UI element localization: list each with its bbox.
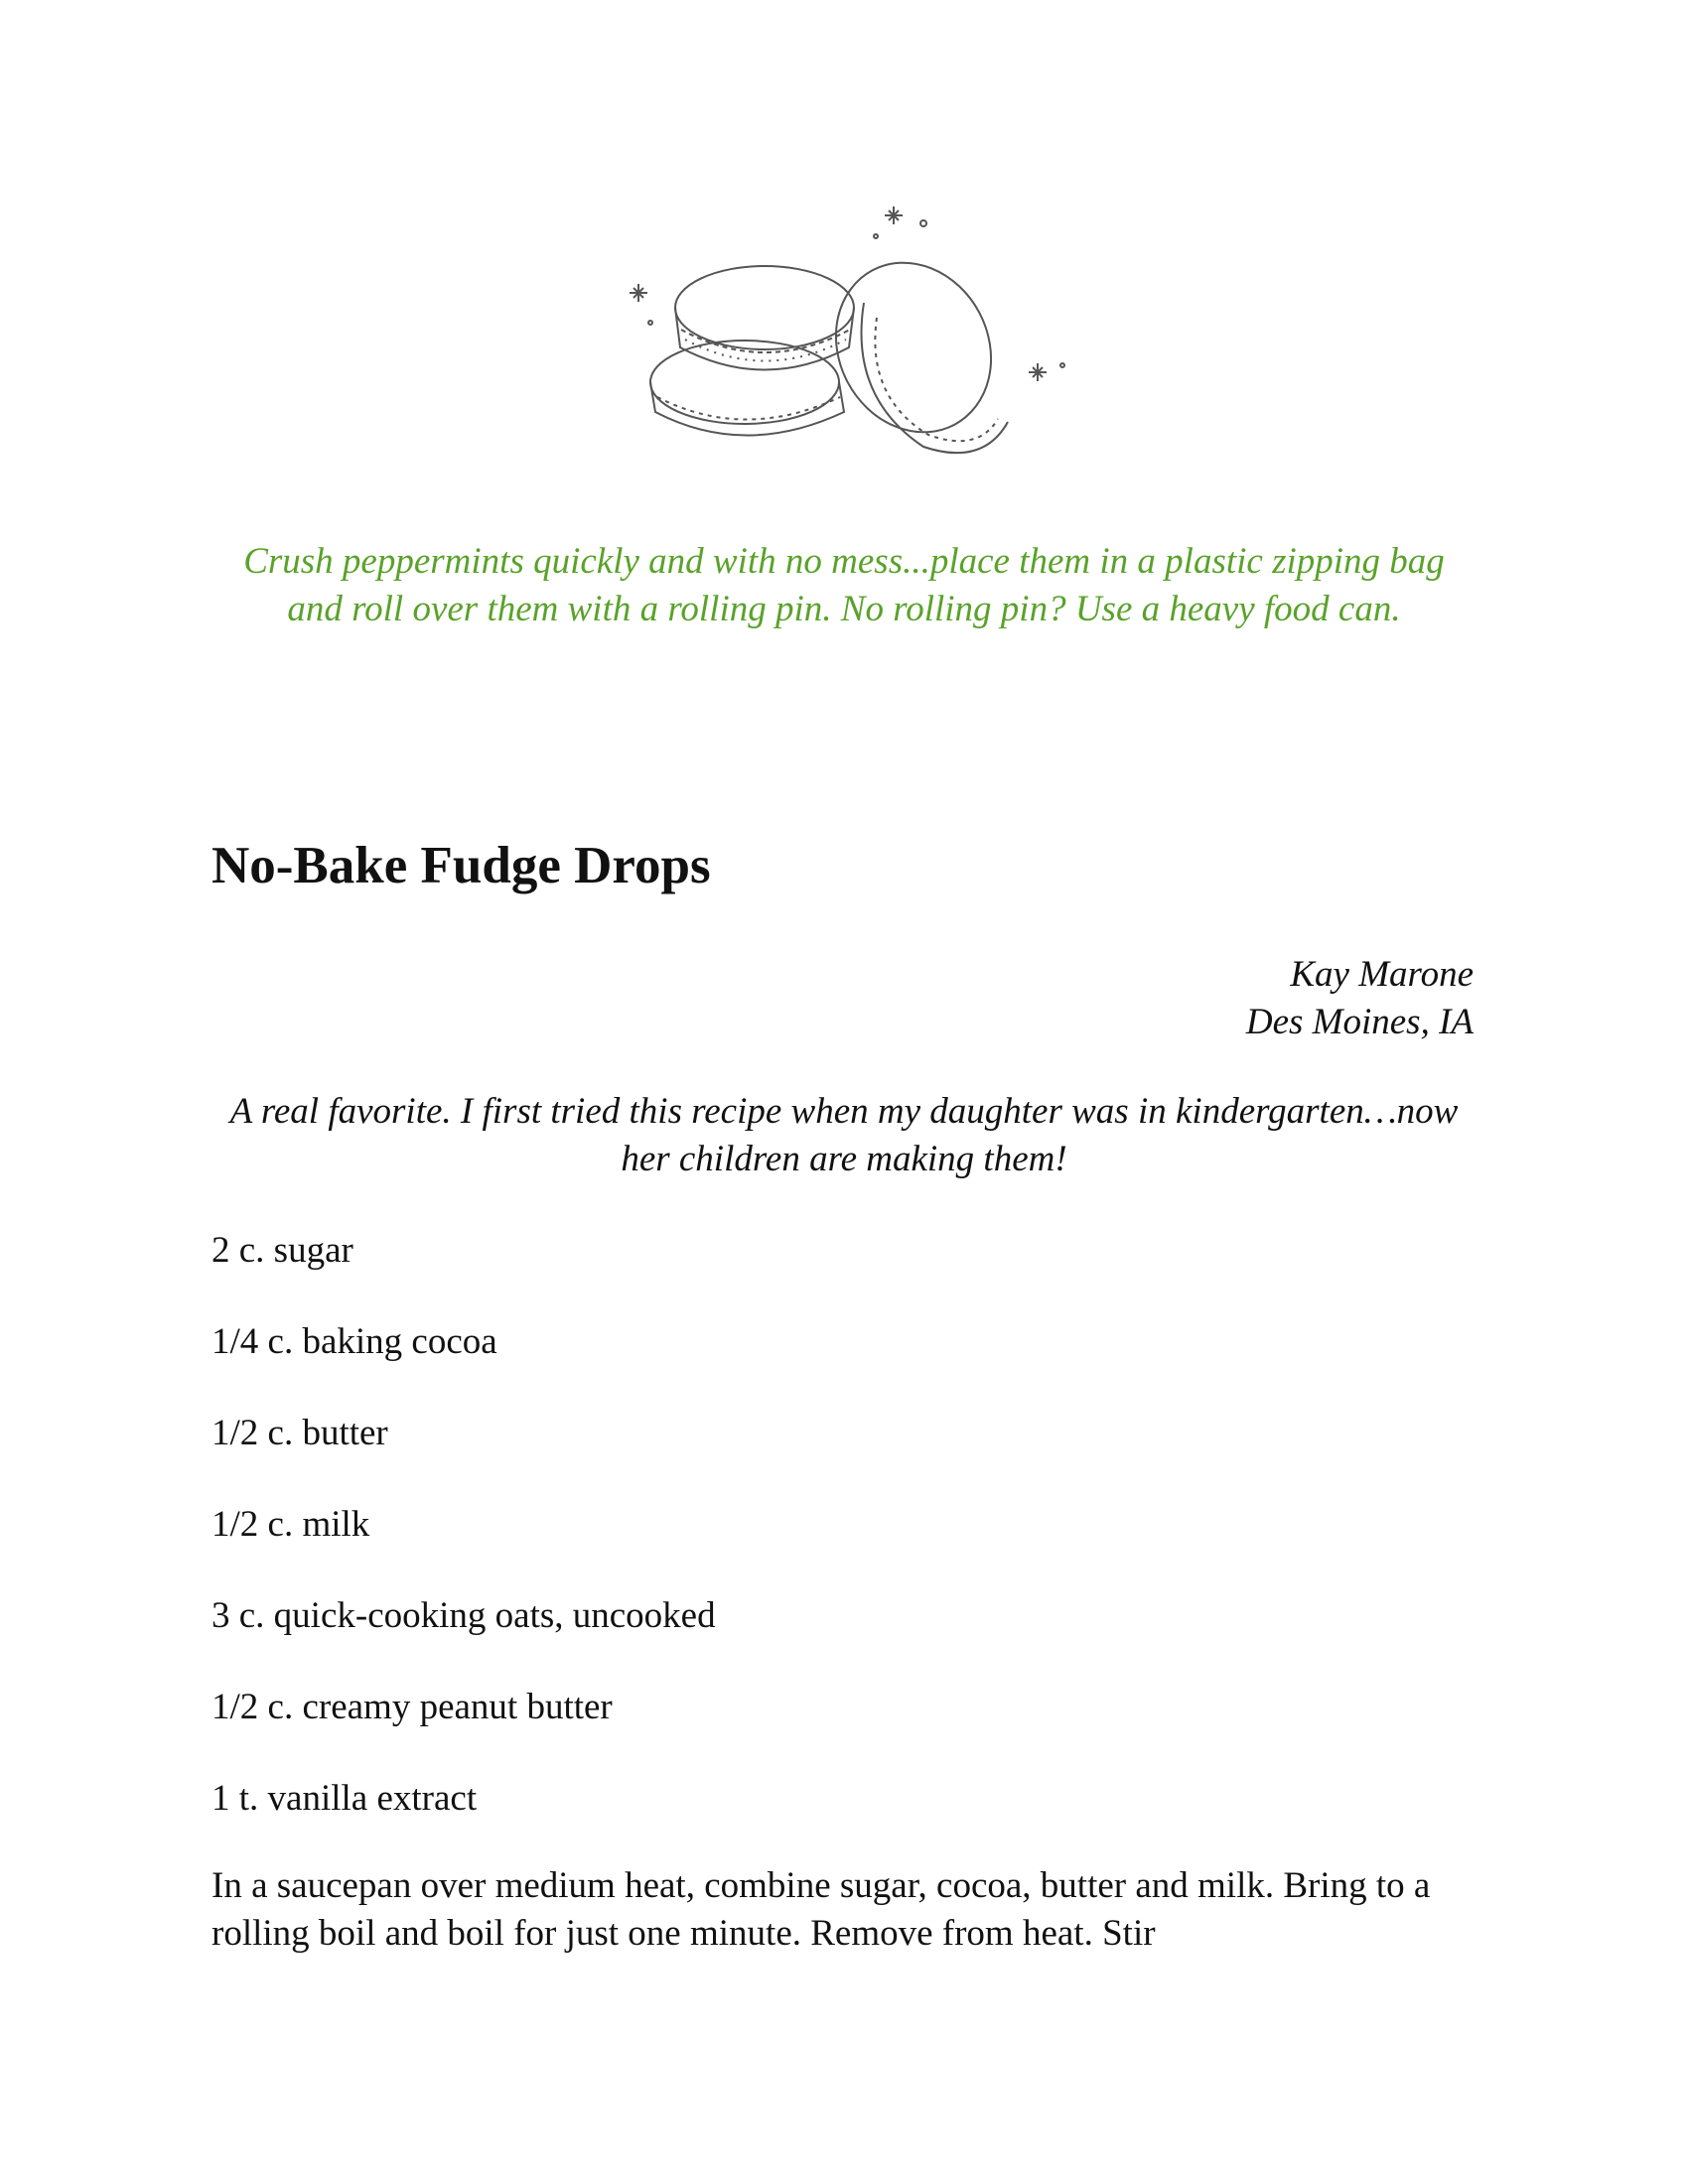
leaning-cookie <box>806 235 1020 460</box>
ingredient-list <box>211 1227 716 1866</box>
cookie-sandwiches-illustration <box>596 199 1092 486</box>
recipe-intro: A real favorite. I first tried this recipe when my daughter was in kindergarten…now her children are making them! <box>229 1091 1459 1179</box>
recipe-title: No-Bake Fudge Drops <box>211 837 711 894</box>
ingredient-item: 2 c. sugar <box>211 1230 353 1271</box>
recipe-author <box>1246 951 1474 1046</box>
recipe-directions: In a saucepan over medium heat, combine sugar, cocoa, butter and milk. Bring to a rolling boil and boil for just one minute. Remove from heat. Stir <box>211 1865 1431 1954</box>
ingredient-item: 3 c. quick-cooking oats, uncooked <box>211 1595 716 1636</box>
author-location: Des Moines, IA <box>1245 1002 1474 1042</box>
ingredient-item: 1/2 c. milk <box>211 1504 370 1545</box>
ingredient-item: 1/2 c. creamy peanut butter <box>211 1687 613 1727</box>
ingredient-item: 1 t. vanilla extract <box>211 1778 478 1819</box>
ingredient-item: 1/4 c. baking cocoa <box>211 1321 497 1362</box>
ingredient-item: 1/2 c. butter <box>211 1413 388 1453</box>
cookie-stack <box>650 266 854 436</box>
author-name: Kay Marone <box>1290 954 1474 995</box>
peppermint-tip: Crush peppermints quickly and with no mess...place them in a plastic zipping bag and roll over them with a rolling pin. No rolling pin? Use a heavy food can. <box>243 541 1445 629</box>
